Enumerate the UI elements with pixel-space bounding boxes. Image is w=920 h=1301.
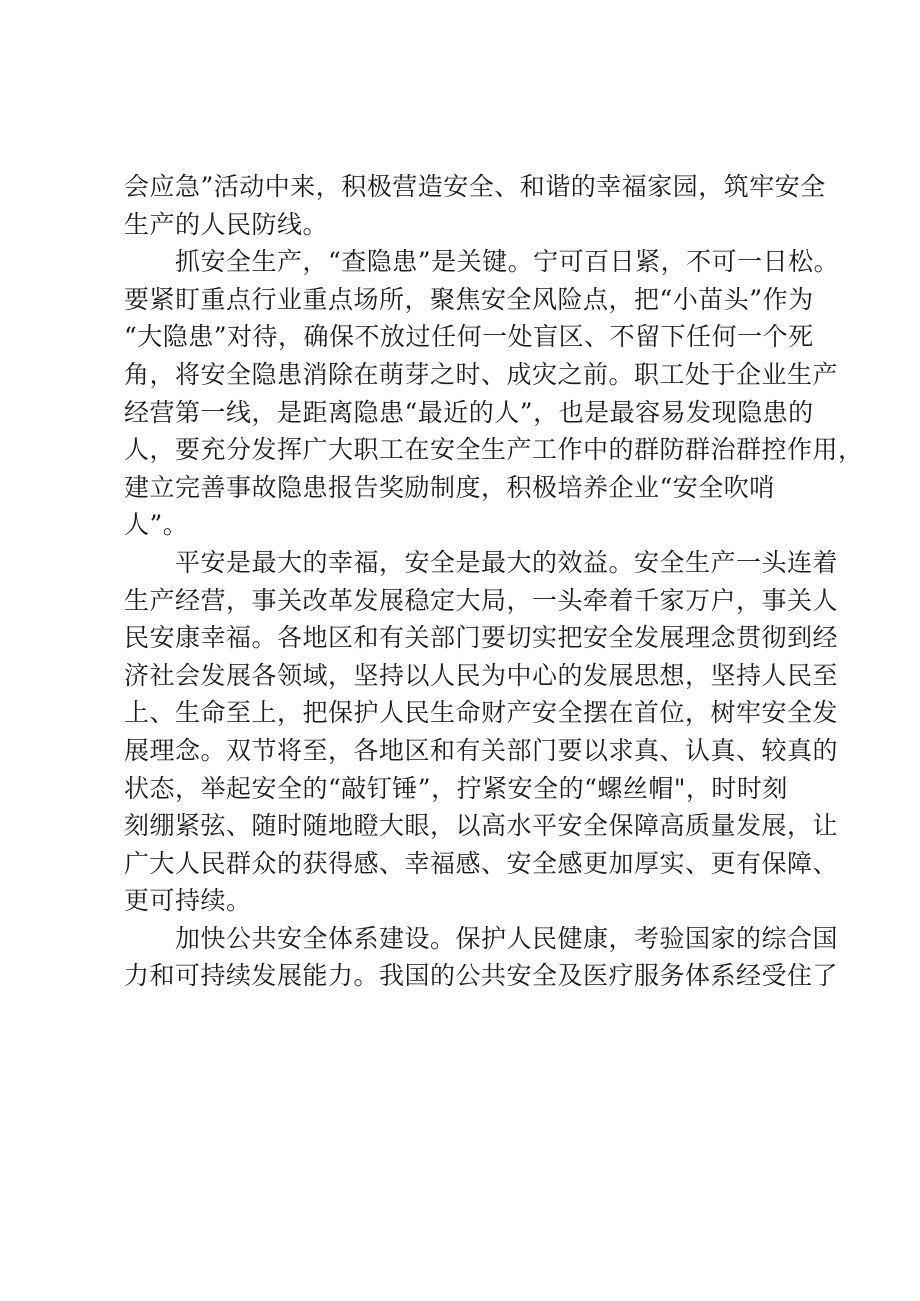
- text-line: 上、生命至上，把保护人民生命财产安全摆在首位，树牢安全发: [124, 698, 839, 728]
- text-line: 民安康幸福。各地区和有关部门要切实把安全发展理念贯彻到经: [124, 623, 839, 653]
- text-line: 平安是最大的幸福，安全是最大的效益。安全生产一头连着: [124, 547, 839, 577]
- document-body: [124, 168, 864, 995]
- text-line: 建立完善事故隐患报告奖励制度，积极培养企业“安全吹哨: [124, 472, 775, 502]
- paragraph: [124, 168, 826, 243]
- text-line: 生产的人民防线。: [124, 209, 329, 239]
- text-line: 加快公共安全体系建设。保护人民健康，考验国家的综合国: [124, 923, 839, 953]
- text-line: 经营第一线，是距离隐患“最近的人”，也是最容易发现隐患的: [124, 397, 814, 427]
- text-line: 更可持续。: [124, 886, 252, 916]
- text-line: 会应急”活动中来，积极营造安全、和谐的幸福家园，筑牢安全: [124, 172, 826, 201]
- text-line: 广大人民群众的获得感、幸福感、安全感更加厚实、更有保障、: [124, 848, 839, 878]
- text-line: 力和可持续发展能力。我国的公共安全及医疗服务体系经受住了: [124, 961, 839, 991]
- paragraph: [124, 544, 839, 920]
- text-line: 抓安全生产，“查隐患”是关键。宁可百日紧，不可一日松。: [124, 247, 840, 277]
- text-line: 济社会发展各领域，坚持以人民为中心的发展思想，坚持人民至: [124, 660, 839, 690]
- text-line: 生产经营，事关改革发展稳定大局，一头牵着千家万户，事关人: [124, 585, 839, 615]
- paragraph: [124, 920, 839, 995]
- paragraph: [124, 243, 864, 544]
- text-line: 要紧盯重点行业重点场所，聚焦安全风险点，把“小苗头”作为: [124, 284, 814, 314]
- text-line: 角，将安全隐患消除在萌芽之时、成灾之前。职工处于企业生产: [124, 359, 839, 389]
- text-line: “大隐患”对待，确保不放过任何一处盲区、不留下任何一个死: [124, 322, 814, 352]
- text-line: 人”。: [124, 510, 189, 540]
- text-line: 状态，举起安全的“敲钉锤”，拧紧安全的“螺丝帽"，时时刻: [124, 773, 788, 803]
- text-line: 人，要充分发挥广大职工在安全生产工作中的群防群治群控作用，: [124, 435, 864, 465]
- text-line: 展理念。双节将至，各地区和有关部门要以求真、认真、较真的: [124, 735, 839, 765]
- text-line: 刻绷紧弦、随时随地瞪大眼，以高水平安全保障高质量发展，让: [124, 811, 839, 841]
